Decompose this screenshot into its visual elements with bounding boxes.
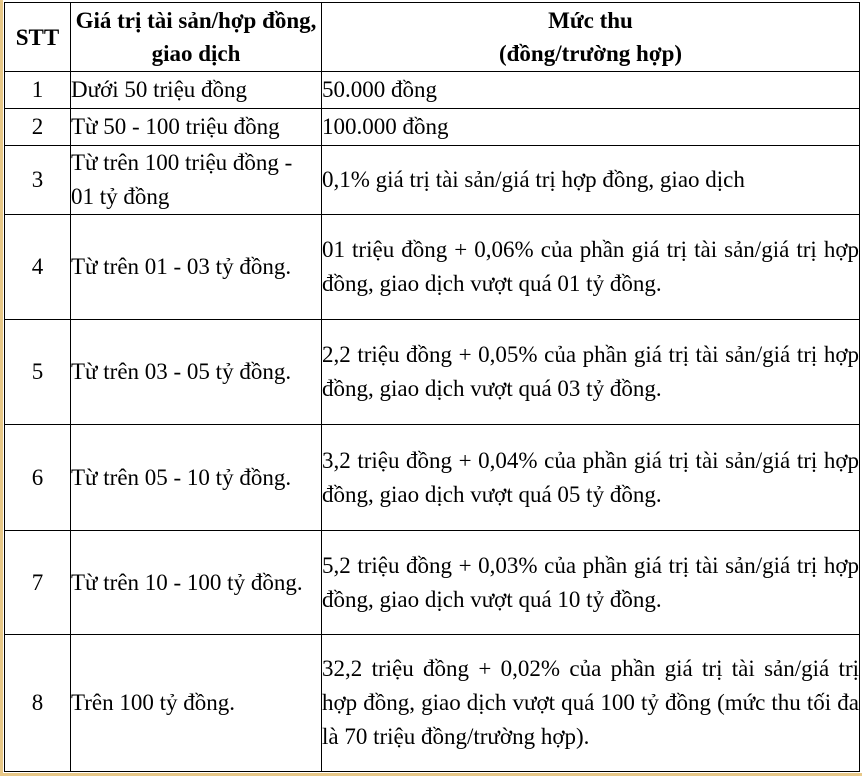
row-value: Trên 100 tỷ đồng.	[71, 635, 322, 772]
fee-schedule-table	[4, 2, 860, 772]
row-value: Dưới 50 triệu đồng	[71, 72, 322, 109]
row-fee: 32,2 triệu đồng + 0,02% của phần giá trị tài sản/giá trị hợp đồng, giao dịch vượt quá 100 tỷ đồng (mức thu tối đa là 70 triệu đồng/trường hợp).	[322, 635, 860, 772]
table-row	[5, 109, 860, 146]
row-fee: 3,2 triệu đồng + 0,04% của phần giá trị tài sản/giá trị hợp đồng, giao dịch vượt quá 05 tỷ đồng.	[322, 425, 860, 531]
header-fee	[322, 3, 860, 72]
table-row	[5, 531, 860, 635]
row-fee: 50.000 đồng	[322, 72, 860, 109]
table-header-row	[5, 3, 860, 72]
table-row	[5, 635, 860, 772]
table-row	[5, 425, 860, 531]
table-row	[5, 72, 860, 109]
header-value: Giá trị tài sản/hợp đồng, giao dịch	[71, 3, 322, 72]
row-fee: 2,2 triệu đồng + 0,05% của phần giá trị tài sản/giá trị hợp đồng, giao dịch vượt quá 03 tỷ đồng.	[322, 320, 860, 425]
row-stt: 5	[5, 320, 71, 425]
table-row	[5, 146, 860, 215]
table-row	[5, 320, 860, 425]
header-stt: STT	[5, 3, 71, 72]
row-value: Từ trên 05 - 10 tỷ đồng.	[71, 425, 322, 531]
row-stt: 8	[5, 635, 71, 772]
row-fee: 100.000 đồng	[322, 109, 860, 146]
row-value: Từ trên 03 - 05 tỷ đồng.	[71, 320, 322, 425]
row-value: Từ 50 - 100 triệu đồng	[71, 109, 322, 146]
row-value: Từ trên 10 - 100 tỷ đồng.	[71, 531, 322, 635]
header-fee-line1: Mức thu	[548, 8, 633, 33]
row-value: Từ trên 01 - 03 tỷ đồng.	[71, 215, 322, 320]
row-fee: 5,2 triệu đồng + 0,03% của phần giá trị tài sản/giá trị hợp đồng, giao dịch vượt quá 10 tỷ đồng.	[322, 531, 860, 635]
row-stt: 6	[5, 425, 71, 531]
row-stt: 4	[5, 215, 71, 320]
row-stt: 2	[5, 109, 71, 146]
header-fee-line2: (đồng/trường hợp)	[498, 41, 683, 66]
row-stt: 7	[5, 531, 71, 635]
row-fee: 01 triệu đồng + 0,06% của phần giá trị tài sản/giá trị hợp đồng, giao dịch vượt quá 01 tỷ đồng.	[322, 215, 860, 320]
table-row	[5, 215, 860, 320]
row-stt: 3	[5, 146, 71, 215]
row-fee: 0,1% giá trị tài sản/giá trị hợp đồng, giao dịch	[322, 146, 860, 215]
row-stt: 1	[5, 72, 71, 109]
row-value: Từ trên 100 triệu đồng - 01 tỷ đồng	[71, 146, 322, 215]
